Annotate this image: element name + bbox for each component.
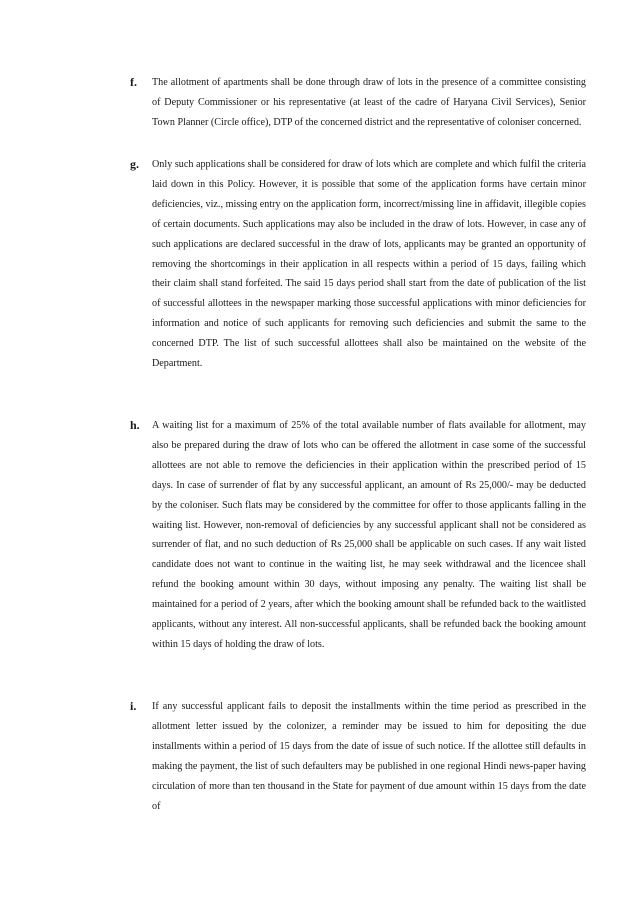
clause-h [130, 416, 586, 655]
clause-marker: f. [130, 75, 137, 89]
clause-f [130, 73, 586, 133]
clause-text: The allotment of apartments shall be done through draw of lots in the presence of a committee consisting of Deputy Commissioner or his representative (at least of the cadre of Haryana Civil Services), Senior Town Planner (Circle office), DTP of the concerned district and the representative of coloniser concerned. [152, 77, 586, 128]
clause-i [130, 697, 586, 816]
clause-marker: h. [130, 418, 140, 432]
clause-marker: g. [130, 157, 139, 171]
clause-marker: i. [130, 699, 137, 713]
clause-text: If any successful applicant fails to deposit the installments within the time period as prescribed in the allotment letter issued by the colonizer, a reminder may be issued to him for depositing the due installments within a period of 15 days from the date of issue of such notice. If the allottee still defaults in making the payment, the list of such defaulters may be published in one regional Hindi news-paper having circulation of more than ten thousand in the State for payment of due amount within 15 days from the date of [152, 701, 586, 812]
clause-text: A waiting list for a maximum of 25% of the total available number of flats available for allotment, may also be prepared during the draw of lots who can be offered the allotment in case some of the successful allottees are not able to remove the deficiencies in their application within the prescribed period of 15 days. In case of surrender of flat by any successful applicant, an amount of Rs 25,000/- may be deducted by the coloniser. Such flats may be considered by the committee for offer to those applicants falling in the waiting list. However, non-removal of deficiencies by any successful applicant shall not be considered as surrender of flat, and no such deduction of Rs 25,000 shall be applicable on such cases. If any wait listed candidate does not want to continue in the waiting list, he may seek withdrawal and the licencee shall refund the booking amount within 30 days, without imposing any penalty. The waiting list shall be maintained for a period of 2 years, after which the booking amount shall be refunded back to the waitlisted applicants, without any interest. All non-successful applicants, shall be refunded back the booking amount within 15 days of holding the draw of lots. [152, 420, 586, 650]
clause-text: Only such applications shall be considered for draw of lots which are complete and which fulfil the criteria laid down in this Policy. However, it is possible that some of the application forms have certain minor deficiencies, viz., missing entry on the application form, incorrect/missing line in affidavit, illegible copies of certain documents. Such applications may also be included in the draw of lots. However, in case any of such applications are declared successful in the draw of lots, applicants may be granted an opportunity of removing the shortcomings in their application in all respects within a period of 15 days, failing which their claim shall stand forfeited. The said 15 days period shall start from the date of publication of the list of successful allottees in the newspaper marking those successful applications with minor deficiencies for information and notice of such applicants for removing such deficiencies and submit the same to the concerned DTP. The list of such successful allottees shall also be maintained on the website of the Department. [152, 159, 586, 370]
clause-g [130, 155, 586, 374]
